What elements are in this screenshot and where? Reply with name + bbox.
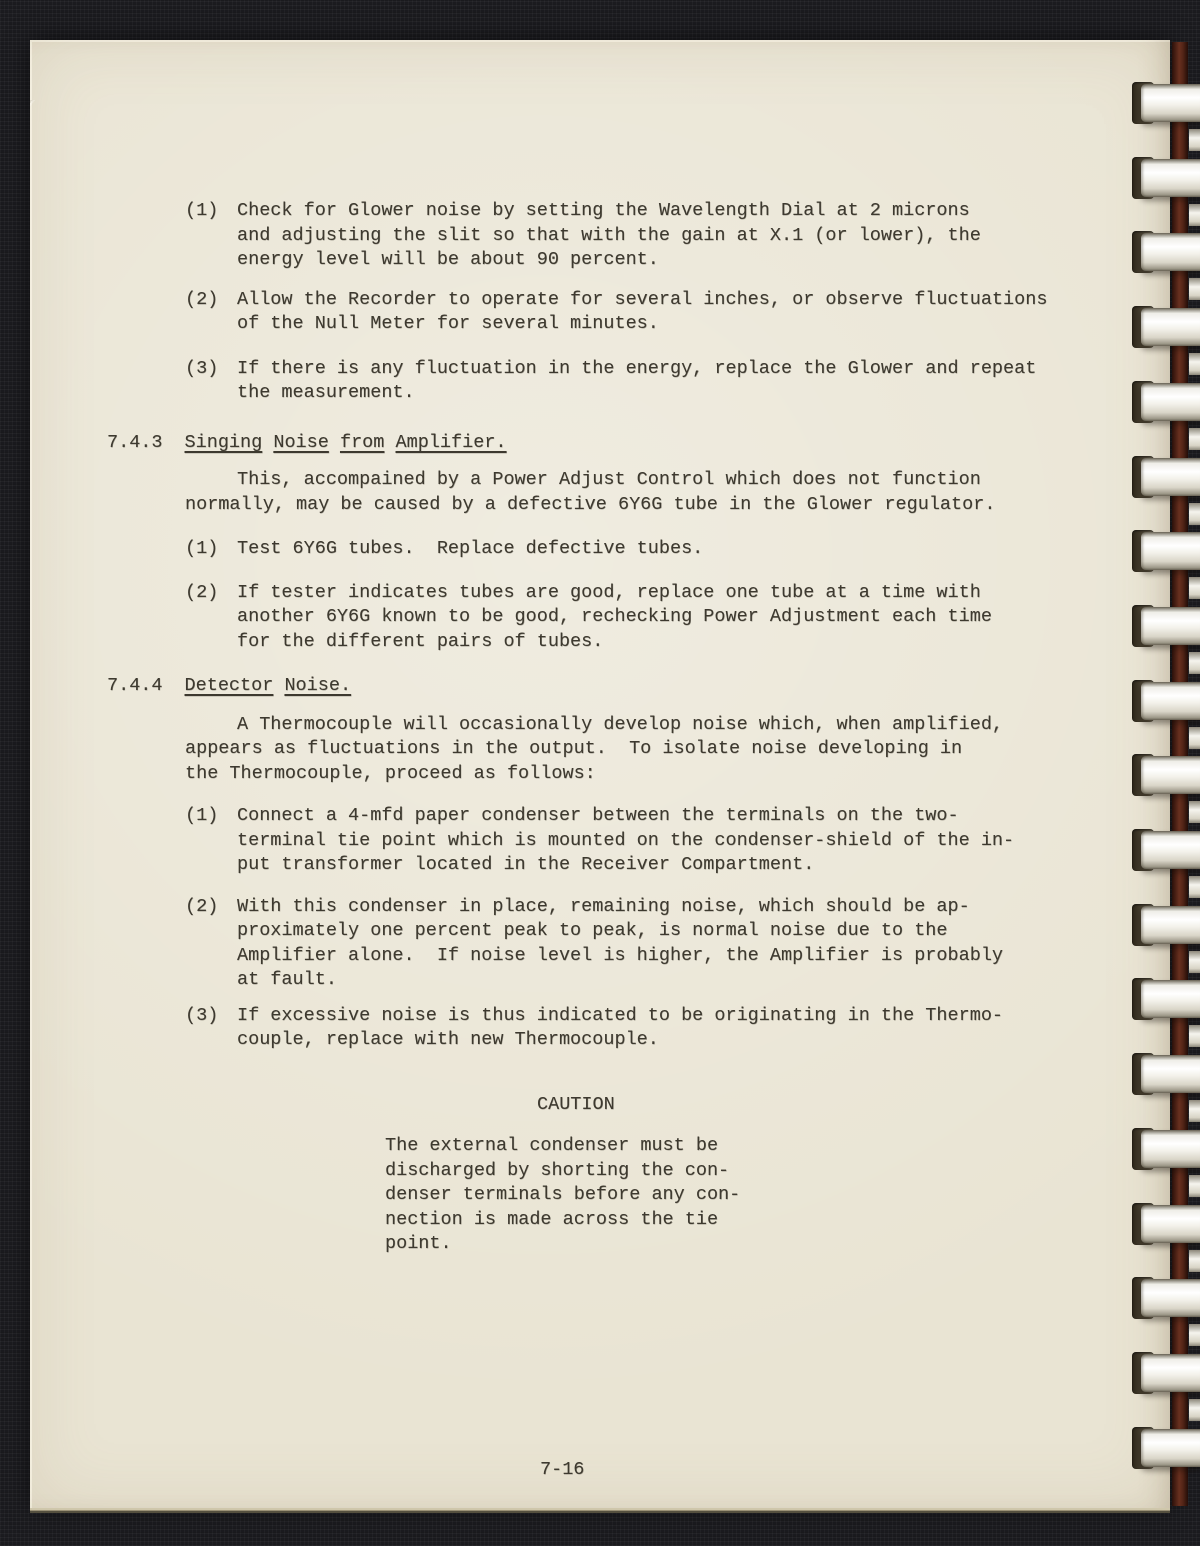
binding-loop-stub (1189, 876, 1200, 898)
list-item (185, 804, 1170, 878)
caution-title: CAUTION (537, 1093, 615, 1115)
section-number: 7.4.3 (107, 431, 163, 453)
section-title: Detector Noise. (184, 675, 352, 696)
text-line: put transformer located in the Receiver Compartment. (237, 854, 815, 875)
text-line: discharged by shorting the con- (385, 1159, 730, 1181)
text-line: appears as fluctuations in the output. To isolate noise developing in (185, 738, 963, 759)
binding-loop-stub (1189, 204, 1200, 226)
list-item (185, 895, 1170, 993)
item-number: (3) (185, 357, 219, 379)
list-item (185, 288, 1170, 337)
list-item (185, 357, 1170, 406)
caution-body (385, 1134, 1170, 1257)
item-number: (2) (185, 895, 219, 917)
item-number: (1) (185, 200, 219, 221)
text-line: This, accompained by a Power Adjust Control which does not function (237, 469, 981, 490)
binding-loop-stub (1189, 727, 1200, 749)
binding-loop-stub (1189, 577, 1200, 599)
text-line: The external condenser must be (385, 1135, 719, 1156)
text-line: another 6Y6G known to be good, rechecking Power Adjustment each time (237, 606, 992, 627)
page-content (30, 40, 1170, 1257)
item-text (237, 895, 1170, 993)
binding-loop-stub (1189, 951, 1200, 973)
text-line: denser terminals before any con- (385, 1184, 741, 1205)
text-line: proximately one percent peak to peak, is normal noise due to the (237, 920, 948, 941)
text-line: Check for Glower noise by setting the Wavelength Dial at 2 microns (237, 200, 970, 221)
section-number: 7.4.4 (107, 675, 163, 696)
binding-loop-stub (1189, 1175, 1200, 1197)
text-line: for the different pairs of tubes. (237, 630, 604, 652)
binding-loop-stub (1189, 278, 1200, 300)
paragraph (185, 713, 1170, 787)
text-line: Amplifier alone. If noise level is higher, the Amplifier is probably (237, 944, 1004, 966)
text-line: of the Null Meter for several minutes. (237, 313, 659, 334)
text-line: Allow the Recorder to operate for several inches, or observe fluctuations (237, 288, 1048, 310)
list-item (185, 1004, 1170, 1053)
document-page (30, 40, 1170, 1508)
binding-loop-stub (1189, 801, 1200, 823)
binding-loop-stub (1189, 1250, 1200, 1272)
item-number: (1) (185, 805, 219, 826)
text-line: point. (385, 1233, 452, 1254)
section-title: Singing Noise from Amplifier. (184, 431, 507, 453)
item-text (237, 288, 1170, 337)
item-text (237, 357, 1170, 406)
text-line: If there is any fluctuation in the energy, replace the Glower and repeat (237, 357, 1037, 379)
item-number: (2) (185, 581, 219, 603)
text-line: If tester indicates tubes are good, replace one tube at a time with (237, 581, 981, 603)
text-line: If excessive noise is thus indicated to be originating in the Thermo- (237, 1004, 1004, 1026)
section-heading (107, 674, 1170, 699)
text-line: couple, replace with new Thermocouple. (237, 1029, 659, 1050)
section-heading (107, 431, 1170, 456)
text-line: terminal tie point which is mounted on the condenser-shield of the in- (237, 829, 1015, 851)
list-item (185, 537, 1170, 562)
text-line: A Thermocouple will occasionally develop noise which, when amplified, (237, 713, 1004, 735)
binding-loop-stub (1189, 1100, 1200, 1122)
binding-loop-stub (1189, 353, 1200, 375)
item-text (237, 804, 1170, 878)
page-bottom-edge (30, 1508, 1170, 1513)
item-text (237, 581, 1170, 655)
binding-loop-stub (1189, 1025, 1200, 1047)
text-line: Test 6Y6G tubes. Replace defective tubes. (237, 538, 704, 559)
item-number: (1) (185, 538, 219, 559)
binding-loop-stub (1189, 1399, 1200, 1421)
binding-loop-stub (1189, 652, 1200, 674)
caution-block (385, 1093, 1170, 1257)
item-number: (3) (185, 1004, 219, 1026)
paragraph (185, 468, 1170, 517)
binding-loop-stub (1189, 503, 1200, 525)
text-line: at fault. (237, 969, 337, 990)
page-number: 7-16 (540, 1459, 585, 1480)
binding-spine (1172, 42, 1188, 1506)
binding-loop-stub (1189, 428, 1200, 450)
list-item (185, 199, 1170, 273)
text-line: nection is made across the tie (385, 1208, 719, 1230)
text-line: and adjusting the slit so that with the gain at X.1 (or lower), the (237, 224, 981, 246)
item-text (237, 199, 1170, 273)
text-line: the Thermocouple, proceed as follows: (185, 762, 596, 784)
item-number: (2) (185, 288, 219, 310)
binding-loop-stub (1189, 1324, 1200, 1346)
item-text (237, 537, 1170, 562)
text-line: With this condenser in place, remaining noise, which should be ap- (237, 895, 970, 917)
text-line: Connect a 4-mfd paper condenser between the terminals on the two- (237, 805, 959, 826)
text-line: normally, may be caused by a defective 6Y6G tube in the Glower regulator. (185, 493, 996, 515)
text-line: energy level will be about 90 percent. (237, 249, 659, 270)
binding-loop-stub (1189, 129, 1200, 151)
list-item (185, 581, 1170, 655)
text-line: the measurement. (237, 382, 415, 403)
item-text (237, 1004, 1170, 1053)
